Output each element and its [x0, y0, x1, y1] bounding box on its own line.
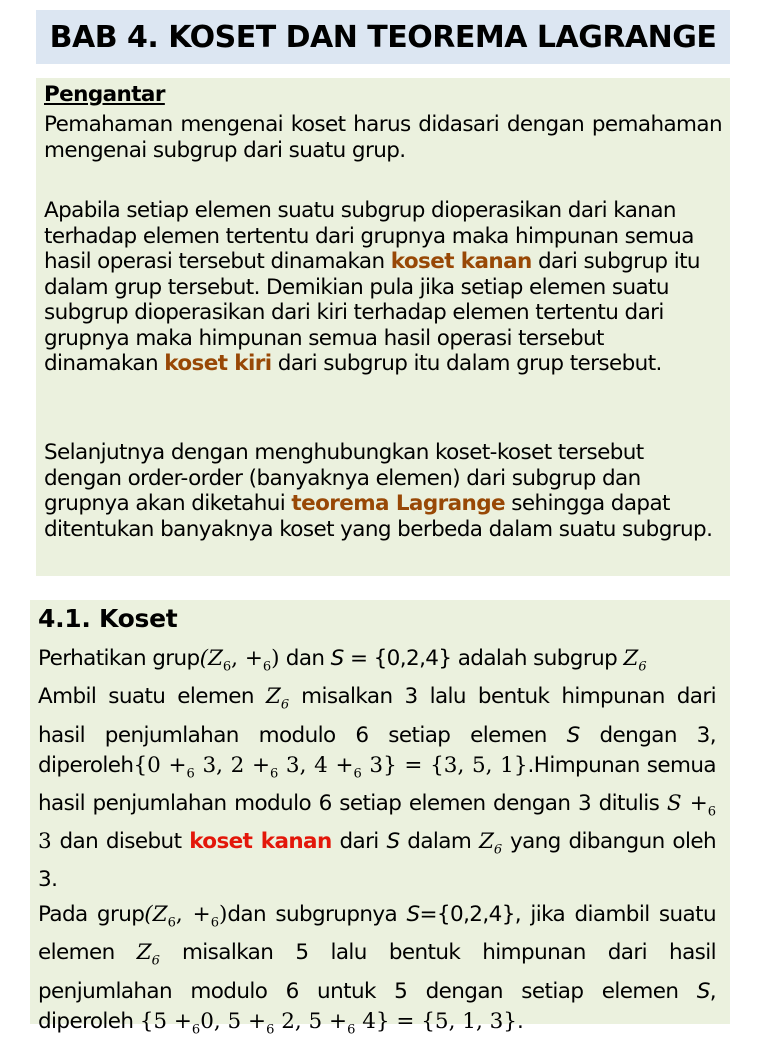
- set-result-2: {$5 +_60$, $5 +_6$ 2, $5 +_6$ 4} = {5, 1, 3}: [139, 1008, 517, 1037]
- intro-heading: Pengantar: [44, 82, 165, 107]
- term-teorema-lagrange: teorema Lagrange: [291, 491, 506, 516]
- koset-paragraph-1: Perhatikan $grup(Z_6$, $+_6$) dan S = {0,2,4} adalah subgrup $Z_6$ Ambil suatu elemen $Z_6$ misalkan 3 lalu bentuk himpunan dari hasil penjumlahan modulo 6 setiap elemen S dengan 3, diperoleh{0 $+_6$ 3, $2 +_6$ 3, $4 +_6$ 3} = {3, 5, 1}.Himpunan semua hasil penjumlahan modulo 6 setiap elemen dengan 3 ditulis $S +_6$ 3 dan disebut koset kanan dari S dalam $Z_6$ yang dibangun oleh 3.: [38, 646, 717, 893]
- intro-paragraph-1: Pemahaman mengenai koset harus didasari dengan pemahaman mengenai subgrup dari suatu grup.: [44, 112, 722, 163]
- term-koset-kanan: koset kanan: [390, 249, 532, 274]
- set-result-1: {$0 +_6$ 3, $2 +_6$ 3, $4 +_6$ 3} = {3, 5, 1}: [133, 752, 528, 781]
- page-title: BAB 4. KOSET DAN TEOREMA LAGRANGE: [49, 19, 717, 55]
- term-koset-kiri: koset kiri: [164, 351, 272, 376]
- section-title: 4.1. Koset: [38, 604, 178, 633]
- intro-paragraph-2: Apabila setiap elemen suatu subgrup dioperasikan dari kanan terhadap elemen tertentu dari grupnya maka himpunan semua hasil operasi tersebut dinamakan koset kanan dari subgrup itu dalam grup tersebut. Demikian pula jika setiap elemen suatu subgrup dioperasikan dari kiri terhadap elemen tertentu dari grupnya maka himpunan semua hasil operasi tersebut dinamakan koset kiri dari subgrup itu dalam grup tersebut.: [44, 198, 700, 376]
- term-koset-kanan-red: koset kanan: [189, 829, 332, 855]
- intro-paragraph-3: Selanjutnya dengan menghubungkan koset-koset tersebut dengan order-order (banyaknya elemen) dari subgrup dan grupnya akan diketahui teorema Lagrange sehingga dapat ditentukan banyaknya koset yang berbeda dalam suatu subgrup.: [44, 440, 713, 542]
- koset-panel: [30, 600, 730, 1037]
- title-banner: [36, 10, 730, 64]
- intro-panel: [36, 78, 730, 576]
- koset-paragraph-2: Pada $grup(Z_6$, $+_6)dan$ subgrupnya S={0,2,4}, jika diambil suatu elemen $Z_6$ misalkan 5 lalu bentuk himpunan dari hasil penjumlahan modulo 6 untuk 5 dengan setiap elemen S, diperoleh {$5 +_60$, $5 +_6$ 2, $5 +_6$ 4} = {5, 1, 3}.: [38, 902, 716, 1037]
